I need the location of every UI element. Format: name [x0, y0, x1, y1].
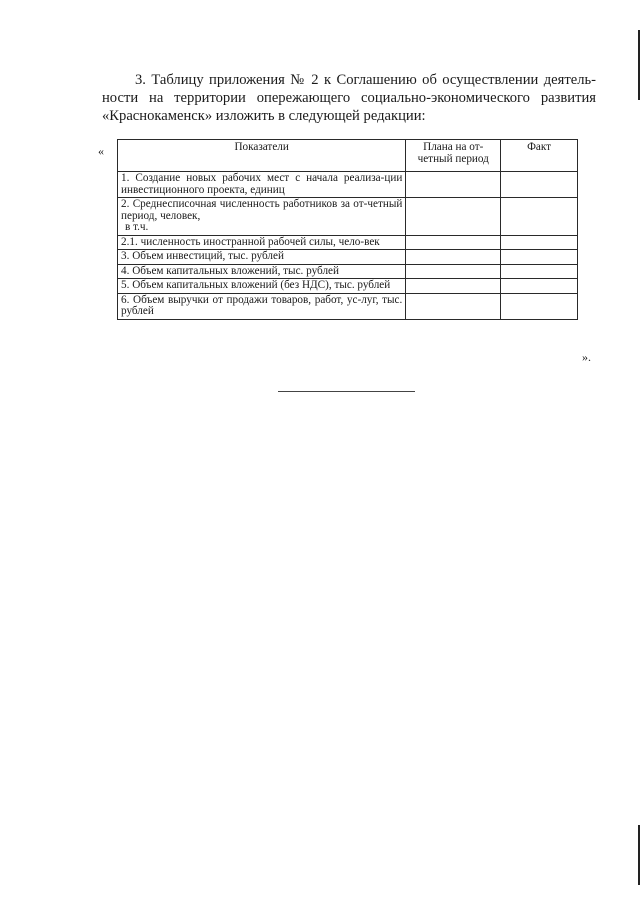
table-row: [118, 198, 578, 236]
indicator-cell: [118, 198, 406, 236]
plan-cell: [406, 293, 501, 319]
table-row: [118, 279, 578, 294]
table-row: [118, 172, 578, 198]
table-row: [118, 264, 578, 279]
plan-cell: [406, 279, 501, 294]
indicator-cell: 4. Объем капитальных вложений, тыс. рублей: [118, 264, 406, 279]
plan-cell: [406, 172, 501, 198]
intro-line-2: ности на территории опережающего социально-экономического развития: [102, 90, 596, 106]
indicator-cell: 5. Объем капитальных вложений (без НДС), тыс. рублей: [118, 279, 406, 294]
intro-paragraph: [102, 71, 596, 125]
fact-cell: [501, 172, 578, 198]
plan-cell: [406, 235, 501, 250]
indicator-cell: 2.1. численность иностранной рабочей силы, чело-век: [118, 235, 406, 250]
fact-cell: [501, 264, 578, 279]
intro-line-3: «Краснокаменск» изложить в следующей редакции:: [102, 108, 426, 124]
indicators-table: [117, 139, 578, 320]
fact-cell: [501, 250, 578, 265]
table-header-row: [118, 140, 578, 172]
fact-cell: [501, 279, 578, 294]
plan-cell: [406, 198, 501, 236]
plan-cell: [406, 250, 501, 265]
table-row: [118, 235, 578, 250]
table-row: [118, 250, 578, 265]
table-row: [118, 293, 578, 319]
fact-cell: [501, 198, 578, 236]
indicator-cell: 6. Объем выручки от продажи товаров, работ, ус-луг, тыс. рублей: [118, 293, 406, 319]
closing-quote: ».: [582, 350, 591, 364]
intro-line-1: 3. Таблицу приложения № 2 к Соглашению об осуществлении деятель-: [135, 72, 596, 88]
fact-cell: [501, 293, 578, 319]
indicator-cell: 3. Объем инвестиций, тыс. рублей: [118, 250, 406, 265]
header-fact: Факт: [501, 140, 578, 172]
header-plan: Плана на от-четный период: [406, 140, 501, 172]
opening-quote: «: [98, 144, 104, 158]
indicator-text: 2. Среднесписочная численность работников за от-четный период, человек,: [121, 198, 403, 222]
indicator-cell: 1. Создание новых рабочих мест с начала реализа-ции инвестиционного проекта, единиц: [118, 172, 406, 198]
end-divider-line: [278, 391, 415, 392]
header-indicators: Показатели: [118, 140, 406, 172]
indicator-subtext: в т.ч.: [125, 221, 149, 233]
fact-cell: [501, 235, 578, 250]
plan-cell: [406, 264, 501, 279]
